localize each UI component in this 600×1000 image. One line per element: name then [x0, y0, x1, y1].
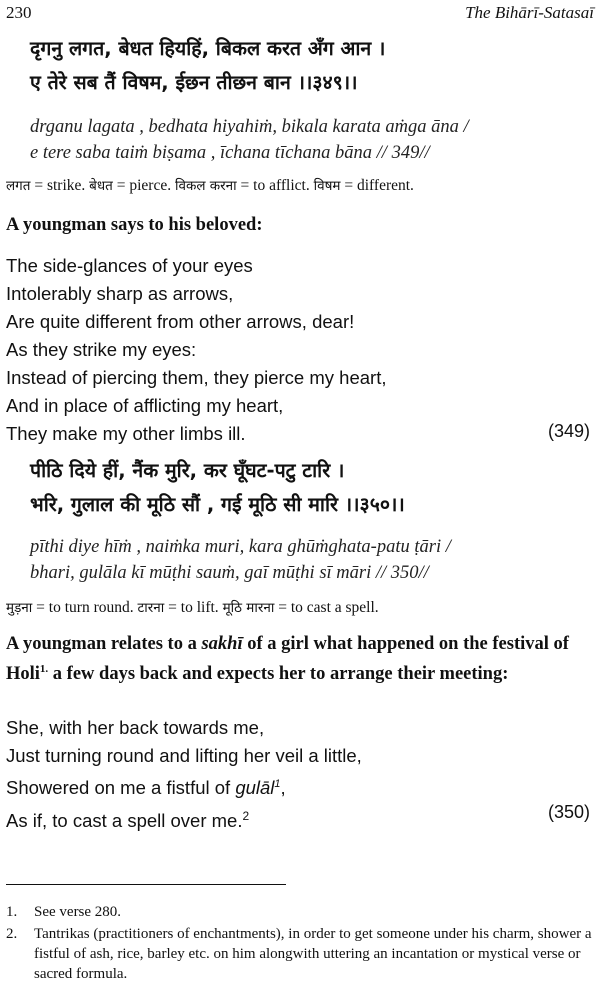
- transliteration-line: e tere saba taiṁ biṣama , īchana tīchana bāna // 349//: [30, 143, 430, 163]
- footnote-ref: 1.: [39, 663, 49, 675]
- gloss-term: टारना: [137, 600, 165, 616]
- devanagari-line: ए तेरे सब तैं विषम, ईछन तीछन बान ।।३४९।।: [30, 71, 358, 94]
- footnote-divider: [6, 884, 286, 885]
- devanagari-line: भरि, गुलाल की मूठि सौं , गई मूठि सी मारि ।।३५०।।: [30, 493, 405, 516]
- heading-text: A youngman relates to a: [6, 634, 202, 654]
- translation-line: Instead of piercing them, they pierce my heart,: [6, 367, 387, 388]
- verse-number: (350): [547, 802, 590, 822]
- verse-349-translation: [6, 252, 600, 448]
- book-title: The Bihārī-Satasaī: [465, 3, 594, 22]
- verse-349-heading: A youngman says to his beloved:: [6, 215, 263, 235]
- translation-line: Just turning round and lifting her veil a little,: [6, 745, 362, 766]
- transliteration-line: pīthi diye hīṁ , naiṁka muri, kara ghūṁghata-patu ṭāri /: [30, 537, 451, 557]
- footnote-text: See verse 280.: [34, 904, 122, 920]
- devanagari-line: दृगनु लगत, बेधत हियहिं, बिकल करत अँग आन ।: [30, 37, 386, 60]
- heading-text: of a girl what happened on the festival of Holi: [6, 634, 569, 685]
- footnote-number: 1.: [6, 904, 18, 920]
- verse-350-gloss: मुड़ना = to turn round. टारना = to lift. मूठि मारना = to cast a spell.: [6, 599, 379, 616]
- gloss-meaning: to cast a spell.: [290, 599, 379, 616]
- translation-line: [6, 770, 600, 802]
- translation-line: The side-glances of your eyes: [6, 255, 253, 276]
- translation-line: They make my other limbs ill.: [6, 423, 246, 444]
- translation-line: [6, 802, 600, 835]
- translation-line: Are quite different from other arrows, dear!: [6, 311, 355, 332]
- footnote-text: Tantrikas (practitioners of enchantments), in order to get someone under his charm, shower a fistful of ash, rice, barley etc. on him alongwith uttering an incantation or mystical verse or sacred formula.: [34, 926, 592, 982]
- translation-line: As they strike my eyes:: [6, 339, 197, 360]
- footnote-2: [6, 924, 592, 984]
- line-text: Showered on me a fistful of: [6, 777, 236, 799]
- translation-line: And in place of afflicting my heart,: [6, 395, 284, 416]
- running-head: [6, 2, 594, 24]
- verse-350-translation: [6, 714, 600, 835]
- gloss-meaning: to afflict.: [253, 177, 310, 194]
- verse-349-transliteration: [30, 114, 600, 166]
- gloss-meaning: strike.: [46, 177, 86, 194]
- footnotes: [6, 902, 592, 984]
- gloss-meaning: to turn round.: [48, 599, 134, 616]
- devanagari-line: पीठि दिये हीं, नैंक मुरि, कर घूँघट-पटु टारि ।: [30, 459, 345, 482]
- verse-349-gloss: लगत = strike. बेधत = pierce. विकल करना = to afflict. विषम = different.: [6, 177, 414, 194]
- gloss-term: विकल करना: [174, 178, 237, 194]
- verse-349-devanagari: [30, 32, 600, 100]
- gloss-term: बेधत: [89, 178, 113, 194]
- sakhi-term: sakhī: [201, 634, 243, 654]
- line-text: ,: [280, 777, 286, 799]
- verse-350-transliteration: [30, 534, 600, 586]
- footnote-number: 2.: [6, 926, 18, 942]
- transliteration-line: drganu lagata , bedhata hiyahiṁ, bikala karata aṁga āna /: [30, 117, 469, 137]
- gloss-meaning: to lift.: [180, 599, 219, 616]
- translation-line: She, with her back towards me,: [6, 717, 265, 738]
- gloss-meaning: different.: [356, 177, 414, 194]
- verse-number: (349): [547, 421, 590, 441]
- gloss-term: विषम: [313, 178, 341, 194]
- gloss-term: लगत: [6, 178, 31, 194]
- transliteration-line: bhari, gulāla kī mūṭhi sauṁ, gaī mūṭhi sī māri // 350//: [30, 563, 429, 583]
- footnote-1: [6, 902, 592, 922]
- verse-350-devanagari: [30, 454, 600, 522]
- page-number: 230: [6, 3, 32, 22]
- gloss-meaning: pierce.: [129, 177, 172, 194]
- gulal-term: gulāl: [235, 777, 275, 799]
- gloss-term: मुड़ना: [6, 600, 33, 616]
- footnote-ref: 2: [242, 809, 250, 824]
- footnote-ref: 1: [274, 778, 281, 790]
- verse-350-heading: [6, 632, 592, 687]
- heading-text: a few days back and expects her to arrange their meeting:: [48, 664, 509, 685]
- line-text: As if, to cast a spell over me.: [6, 810, 243, 832]
- gloss-term: मूठि मारना: [222, 600, 275, 616]
- translation-line: Intolerably sharp as arrows,: [6, 283, 234, 304]
